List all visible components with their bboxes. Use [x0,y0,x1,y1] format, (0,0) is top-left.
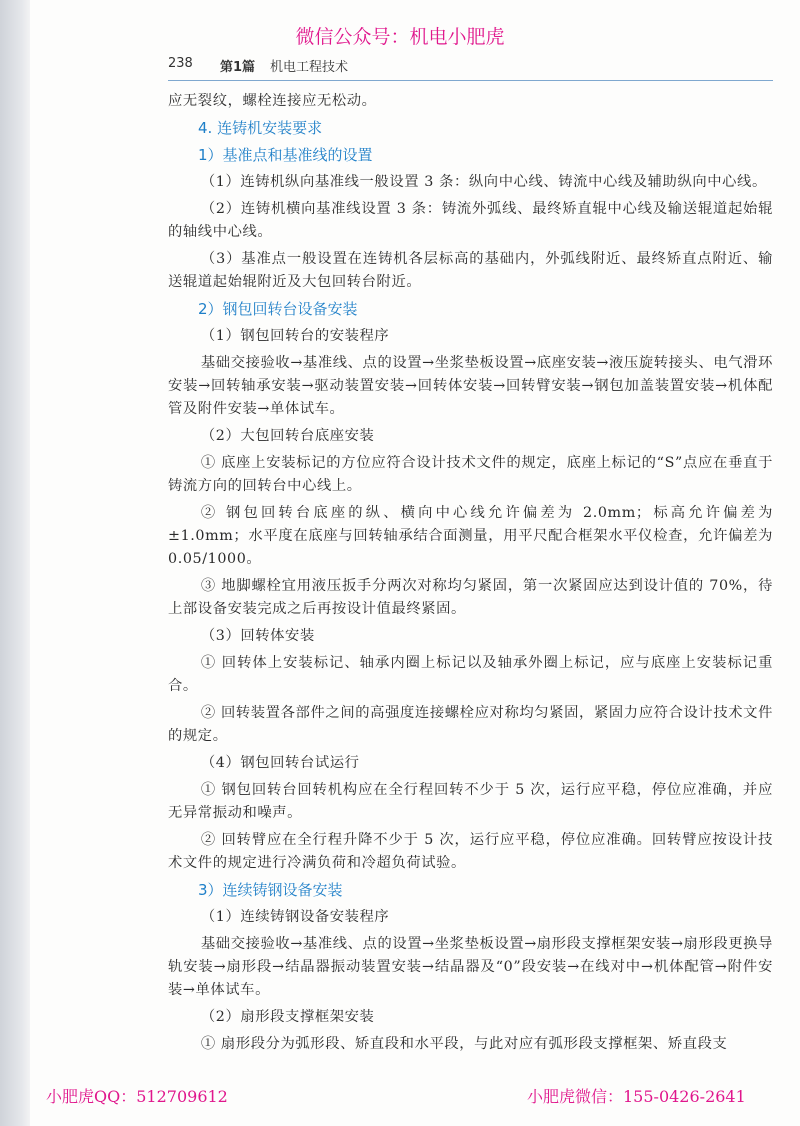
paragraph: 基础交接验收→基准线、点的设置→坐浆垫板设置→底座安装→液压旋转接头、电气滑环安装→回转轴承安装→驱动装置安装→回转体安装→回转臂安装→钢包加盖装置安装→机体配管及附件安装→单体试车。 [168,355,773,417]
paragraph: ① 扇形段分为弧形段、矫直段和水平段，与此对应有弧形段支撑框架、矫直段支 [200,1036,728,1052]
paragraph: ② 钢包回转台底座的纵、横向中心线允许偏差为 2.0mm；标高允许偏差为 ±1.0mm；水平度在底座与回转轴承结合面测量，用平尺配合框架水平仪检查，允许偏差为 0.05/1000。 [168,505,773,567]
page-binding-shadow [0,0,30,1126]
part-title: 机电工程技术 [270,60,349,75]
paragraph: ① 回转体上安装标记、轴承内圈上标记以及轴承外圈上标记，应与底座上安装标记重合。 [168,655,773,694]
part-label: 第1篇 [220,60,256,75]
watermark-top: 微信公众号：机电小肥虎 [295,26,505,48]
running-header [168,56,773,81]
subsection-heading: 3）连续铸钢设备安装 [198,881,343,899]
paragraph: ③ 地脚螺栓宜用液压扳手分两次对称均匀紧固，第一次紧固应达到设计值的 70%，待上部设备安装完成之后再按设计值最终紧固。 [168,578,773,617]
paragraph: （1）连铸机纵向基准线一般设置 3 条：纵向中心线、铸流中心线及辅助纵向中心线。 [200,174,767,190]
paragraph: ② 回转装置各部件之间的高强度连接螺栓应对称均匀紧固，紧固力应符合设计技术文件的规定。 [168,705,773,744]
item-heading: （4）钢包回转台试运行 [200,755,360,771]
paragraph: （3）基准点一般设置在连铸机各层标高的基础内，外弧线附近、最终矫直点附近、输送辊道起始辊附近及大包回转台附近。 [168,251,773,290]
item-heading: （2）扇形段支撑框架安装 [200,1009,375,1025]
paragraph: ① 底座上安装标记的方位应符合设计技术文件的规定，底座上标记的“S”点应在垂直于铸流方向的回转台中心线上。 [168,455,773,494]
page-number: 238 [168,56,193,71]
body-text [168,90,773,1060]
paragraph: （2）连铸机横向基准线设置 3 条：铸流外弧线、最终矫直辊中心线及输送辊道起始辊的轴线中心线。 [168,201,773,240]
subsection-heading: 1）基准点和基准线的设置 [198,146,373,164]
item-heading: （1）连续铸钢设备安装程序 [200,909,390,925]
paragraph-continuation: 应无裂纹，螺栓连接应无松动。 [168,93,377,109]
item-heading: （3）回转体安装 [200,628,315,644]
item-heading: （2）大包回转台底座安装 [200,428,375,444]
paragraph: 基础交接验收→基准线、点的设置→坐浆垫板设置→扇形段支撑框架安装→扇形段更换导轨安装→扇形段→结晶器振动装置安装→结晶器及“0”段安装→在线对中→机体配管→附件安装→单体试车。 [168,936,773,998]
paragraph: ② 回转臂应在全行程升降不少于 5 次，运行应平稳，停位应准确。回转臂应按设计技术文件的规定进行冷满负荷和冷超负荷试验。 [168,832,773,871]
paragraph: ① 钢包回转台回转机构应在全行程回转不少于 5 次，运行应平稳，停位应准确，并应无异常振动和噪声。 [168,782,773,821]
section-heading: 4. 连铸机安装要求 [198,119,323,137]
item-heading: （1）钢包回转台的安装程序 [200,328,390,344]
watermark-qq: 小肥虎QQ：512709612 [46,1087,228,1106]
watermark-wechat: 小肥虎微信：155-0426-2641 [527,1087,746,1106]
subsection-heading: 2）钢包回转台设备安装 [198,300,358,318]
